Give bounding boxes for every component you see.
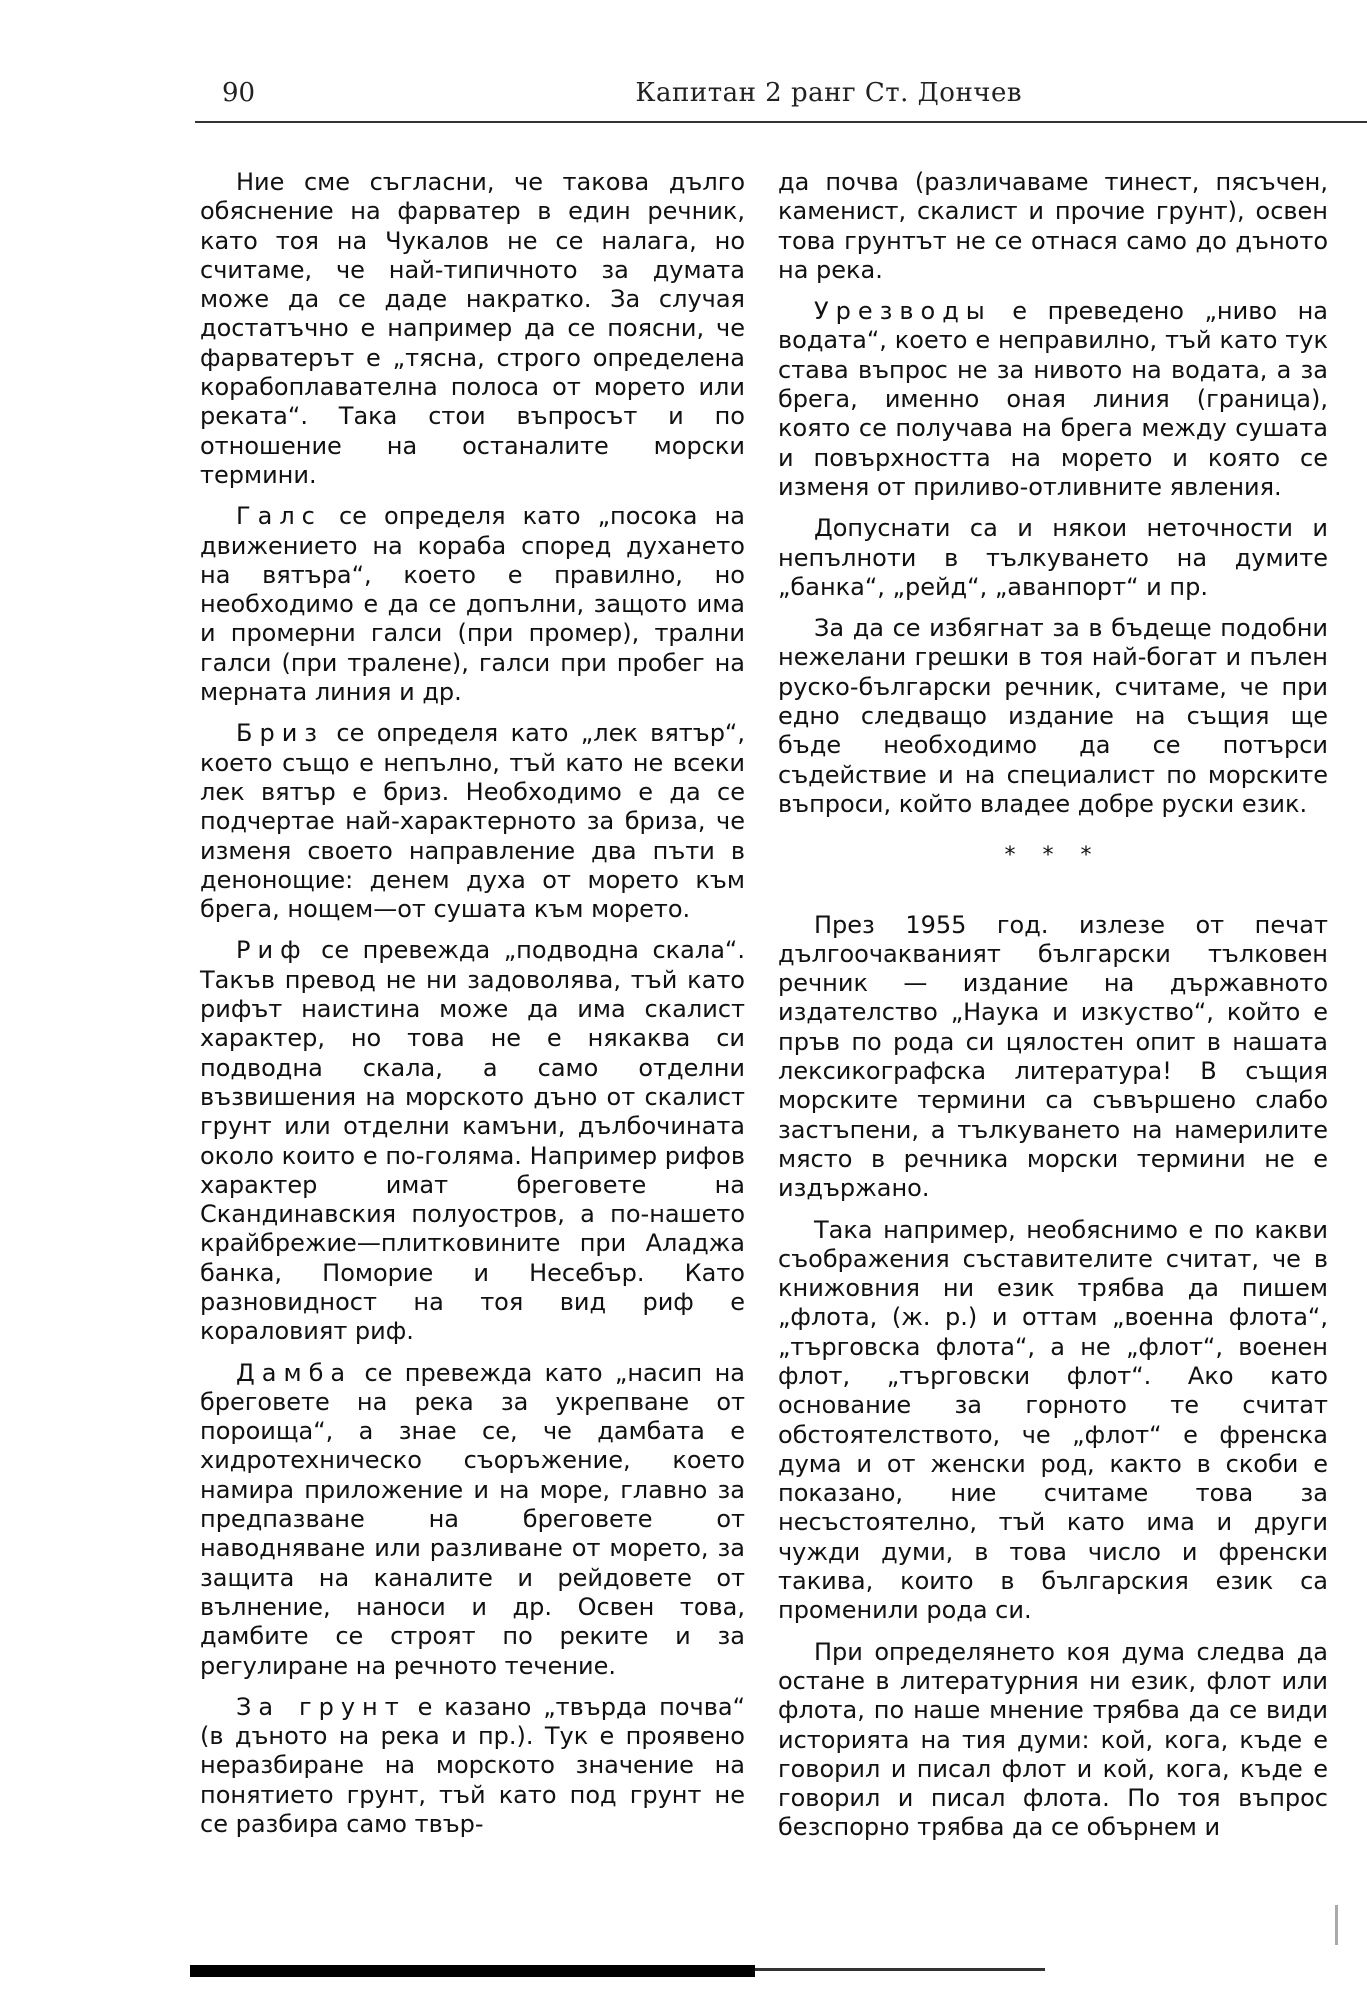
term: Галс bbox=[236, 502, 322, 531]
paragraph: Допуснати са и някои неточности и непълноти в тълкуването на думите „банка“, „рейд“, „аванпорт“ и пр. bbox=[778, 514, 1328, 601]
header-rule bbox=[195, 121, 1367, 123]
page-number: 90 bbox=[222, 78, 256, 108]
right-column bbox=[778, 168, 1328, 1855]
paragraph: При определянето коя дума следва да остане в литературния ни език, флот или флота, по наше мнение трябва да се види историята на тия думи: кой, кога, къде е говорил и писал флот и кой, кога, къде е говорил и писал флота. По тоя въпрос безспорно трябва да се обърнем и bbox=[778, 1637, 1328, 1842]
paragraph-damba: Дамба се превежда като „насип на бреговете на река за укрепване от пороища“, а знае се, че дамбата е хидротехническо съоръжение, което намира приложение и на море, главно за предпазване на бреговете от наводняване или разливане от морето, за защита на каналите и рейдовете от вълнение, наноси и др. Освен това, дамбите се строят по реките и за регулиране на речното течение. bbox=[200, 1358, 745, 1680]
term: Дамба bbox=[236, 1358, 353, 1387]
paragraph-continued: да почва (различаваме тинест, пясъчен, каменист, скалист и прочие грунт), освен това грунтът не се отнася само до дъното на река. bbox=[778, 168, 1328, 284]
section-separator: * * * bbox=[1004, 843, 1102, 869]
term: Урезводы bbox=[814, 297, 992, 326]
term: Бриз bbox=[236, 719, 325, 748]
page-header bbox=[222, 72, 1022, 116]
paragraph: Така например, необяснимо е по какви съображения съставителите считат, че в книжовния ни език трябва да пишем „флота, (ж. р.) и оттам „военна флота“, „търговска флота“, а не „флот“, военен флот, „търговски флот“. Ако като основание за горното те считат обстоятелството, че „флот“ е френска дума и от женски род, както в скоби е показано, ние считаме това за несъстоятелно, тъй като има и други чужди думи, в това число и френски такива, които в българския език са променили рода си. bbox=[778, 1215, 1328, 1625]
paragraph-urezvody: Урезводы е преведено „ниво на водата“, което е неправилно, тъй като тук става въпрос не за нивото на водата, а за брега, именно оная линия (граница), която се получава на брега между сушата и повърхността на морето и която се изменя от приливо-отливните явления. bbox=[778, 297, 1328, 501]
scan-edge-bar bbox=[190, 1965, 755, 1977]
paragraph-gals: Галс се определя като „посока на движението на кораба според духането на вятъра“, което е правилно, но необходимо е да се допълни, защото има и промерни галси (при промер), трални галси (при тралене), галси при пробег на мерната линия и др. bbox=[200, 502, 745, 707]
term: Риф bbox=[236, 936, 308, 965]
paragraph-grunt: За грунт е казано „твърда почва“ (в дъното на река и пр.). Тук е проявено неразбиране на морското значение на понятието грунт, тъй като под грунт не се разбира само твър- bbox=[200, 1692, 745, 1839]
term: За грунт bbox=[236, 1692, 406, 1721]
paragraph: Ние сме съгласни, че такова дълго обяснение на фарватер в един речник, като тоя на Чукалов не се налага, но считаме, че най-типичното за думата може да се даде накратко. За случая достатъчно е например да се поясни, че фарватерът е „тясна, строго определена корабоплавателна полоса от морето или реката“. Така стои въпросът и по отношение на останалите морски термини. bbox=[200, 168, 745, 489]
running-title: Капитан 2 ранг Ст. Дончев bbox=[635, 78, 1022, 108]
margin-mark bbox=[1335, 1905, 1338, 1945]
paragraph-briz: Бриз се определя като „лек вятър“, което също е непълно, тъй като не всеки лек вятър е бриз. Необходимо е да се подчертае най-характерното за бриза, че изменя своето направление два пъти в денонощие: денем духа от морето към брега, нощем—от сушата към морето. bbox=[200, 719, 745, 924]
left-column bbox=[200, 168, 745, 1851]
paragraph-rif: Риф се превежда „подводна скала“. Такъв превод не ни задоволява, тъй като рифът наистина може да има скалист характер, но това не е някаква си подводна скала, а само отделни възвишения на морското дъно от скалист грунт или отделни камъни, дълбочината около които е по-голяма. Например рифов характер имат бреговете на Скандинавския полуостров, а по-нашето крайбрежие—плитковините при Аладжа банка, Поморие и Несебър. Като разновидност на тоя вид риф е кораловият риф. bbox=[200, 936, 745, 1346]
paragraph: За да се избягнат за в бъдеще подобни нежелани грешки в тоя най-богат и пълен руско-български речник, считаме, че при едно следващо издание на същия ще бъде необходимо да се потърси съдействие и на специалист по морските въпроси, който владее добре руски език. bbox=[778, 614, 1328, 818]
scan-edge-line bbox=[755, 1968, 1045, 1971]
paragraph: През 1955 год. излезе от печат дългоочакваният български тълковен речник — издание на държавното издателство „Наука и изкуство“, който е пръв по рода си цялостен опит в нашата лексикографска литература! В същия морските термини са съвършено слабо застъпени, а тълкуването на намерилите място в речника морски термини не е издържано. bbox=[778, 910, 1328, 1203]
